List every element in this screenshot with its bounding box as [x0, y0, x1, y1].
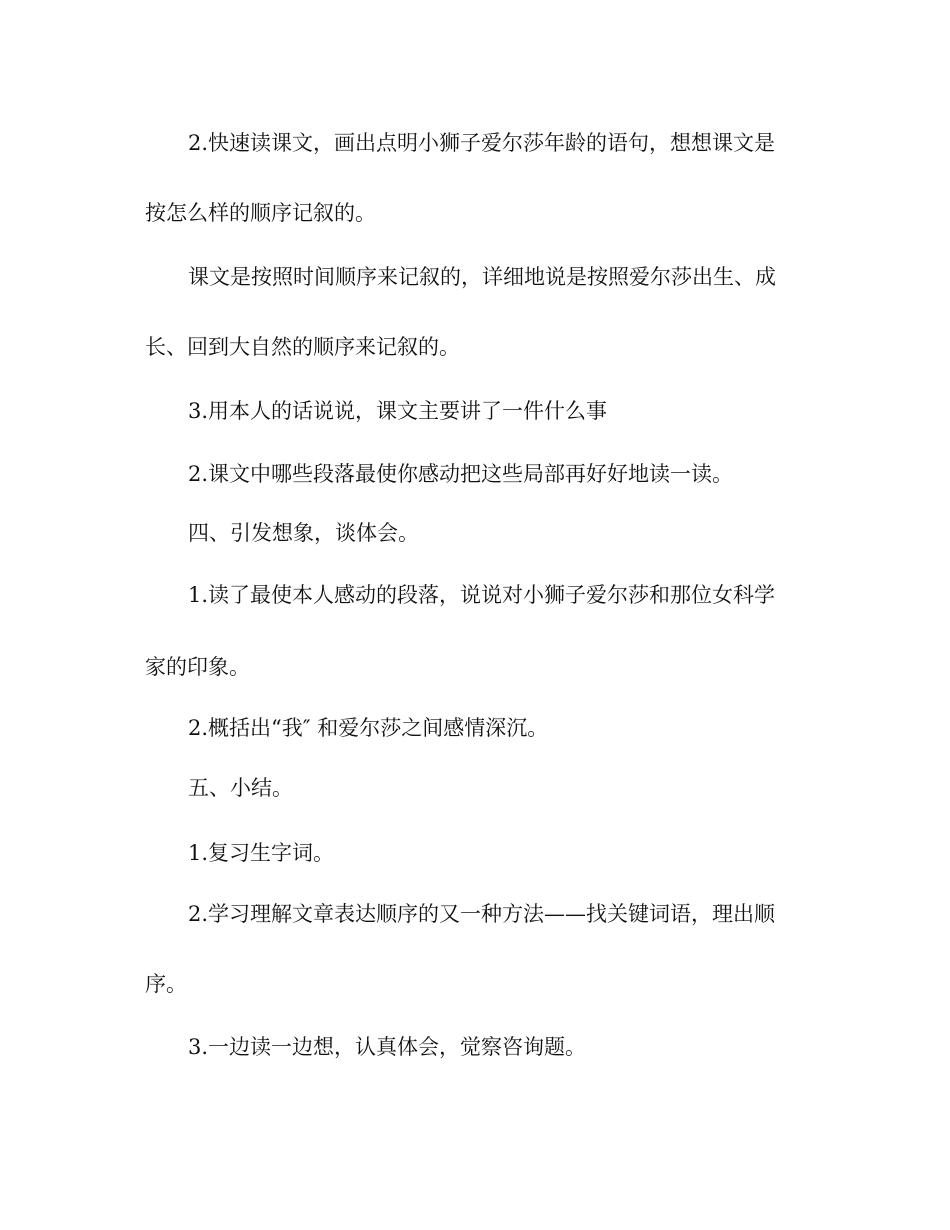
text-line: 1.复习生字词。 [188, 841, 335, 865]
text-line: 3.用本人的话说说，课文主要讲了一件什么事 [188, 399, 608, 423]
text-line: 2.课文中哪些段落最使你感动把这些局部再好好地读一读。 [188, 462, 734, 486]
text-line: 2.概括出“我″ 和爱尔莎之间感情深沉。 [188, 716, 549, 740]
text-line: 家的印象。 [145, 655, 250, 679]
text-line: 2.快速读课文，画出点明小狮子爱尔莎年龄的语句，想想课文是 [188, 131, 776, 155]
text-line: 按怎么样的顺序记叙的。 [145, 201, 376, 225]
text-line: 五、小结。 [188, 776, 293, 800]
text-line: 3.一边读一边想，认真体会，觉察咨询题。 [188, 1035, 587, 1059]
text-line: 序。 [145, 972, 187, 996]
text-line: 2.学习理解文章表达顺序的又一种方法——找关键词语，理出顺 [188, 902, 776, 926]
text-line: 课文是按照时间顺序来记叙的，详细地说是按照爱尔莎出生、成 [188, 265, 776, 289]
text-line: 长、回到大自然的顺序来记叙的。 [145, 335, 460, 359]
text-line: 四、引发想象，谈体会。 [188, 521, 419, 545]
text-line: 1.读了最使本人感动的段落，说说对小狮子爱尔莎和那位女科学 [188, 583, 776, 607]
